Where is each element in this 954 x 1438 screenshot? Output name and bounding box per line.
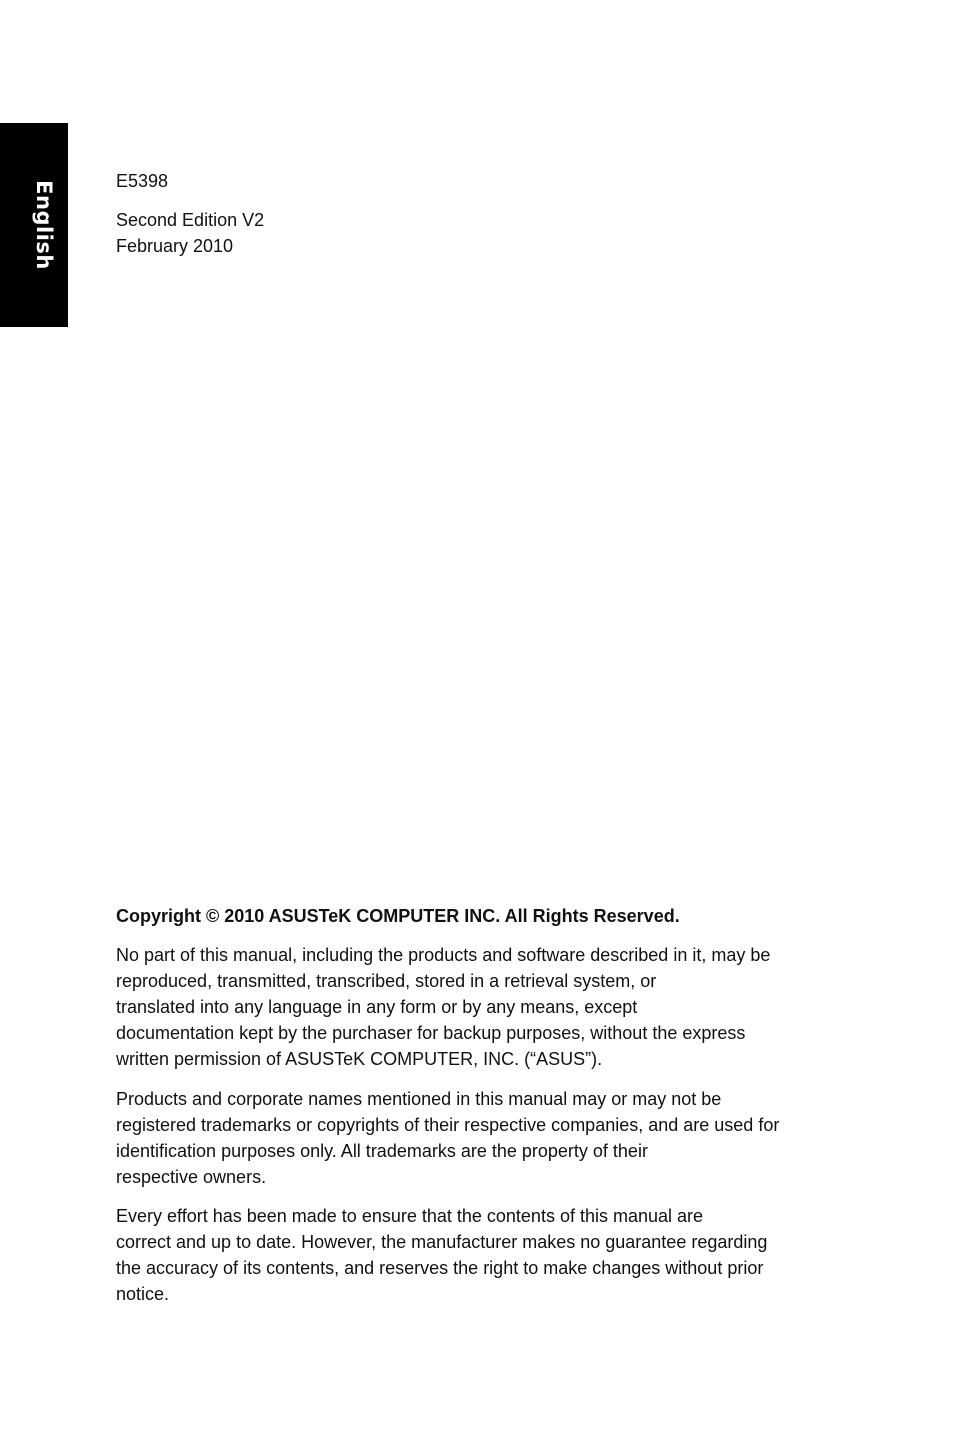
paragraph-line: translated into any language in any form or by any means, except [116, 997, 638, 1017]
disclaimer-paragraph [116, 1203, 836, 1307]
paragraph-line: respective owners. [116, 1167, 267, 1187]
paragraph-line: reproduced, transmitted, transcribed, stored in a retrieval system, or [116, 971, 657, 991]
document-code: E5398 [116, 171, 169, 191]
paragraph-line: correct and up to date. However, the manufacturer makes no guarantee regarding [116, 1232, 768, 1252]
paragraph-line: the accuracy of its contents, and reserves the right to make changes without prior [116, 1258, 764, 1278]
paragraph-line: documentation kept by the purchaser for backup purposes, without the express [116, 1023, 746, 1043]
paragraph-line: notice. [116, 1284, 170, 1304]
paragraph-line: Every effort has been made to ensure that the contents of this manual are [116, 1206, 704, 1226]
paragraph-line: identification purposes only. All trademarks are the property of their [116, 1141, 648, 1161]
language-tab-label: English [32, 180, 56, 270]
paragraph-line: registered trademarks or copyrights of their respective companies, and are used for [116, 1115, 780, 1135]
edition-text: Second Edition V2 [116, 210, 265, 230]
trademark-paragraph [116, 1086, 836, 1190]
copyright-paragraph [116, 942, 836, 1072]
publication-date: February 2010 [116, 236, 234, 256]
paragraph-line: No part of this manual, including the products and software described in it, may be [116, 945, 771, 965]
copyright-title: Copyright © 2010 ASUSTeK COMPUTER INC. All Rights Reserved. [116, 906, 680, 926]
paragraph-line: written permission of ASUSTeK COMPUTER, INC. (“ASUS”). [116, 1049, 603, 1069]
paragraph-line: Products and corporate names mentioned in this manual may or may not be [116, 1089, 722, 1109]
